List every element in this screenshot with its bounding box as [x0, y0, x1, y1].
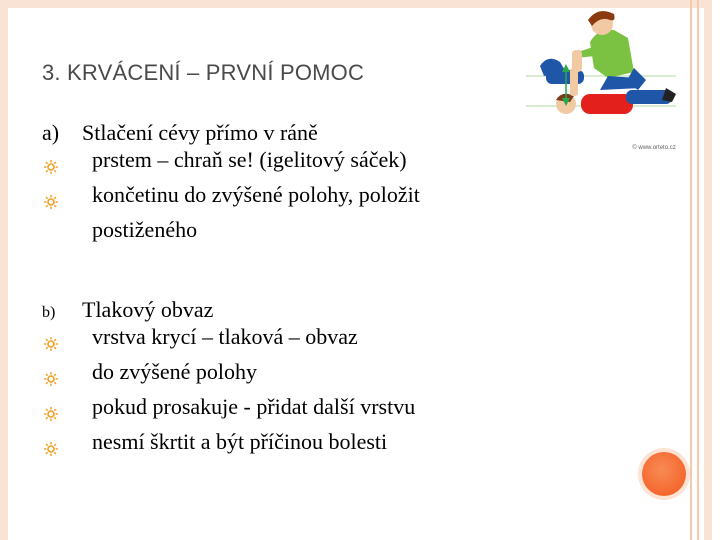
bullet-text: prstem – chraň se! (igelitový sáček) — [92, 147, 407, 172]
section-heading-text: Tlakový obvaz — [82, 297, 214, 322]
list-item-continuation — [42, 216, 420, 244]
bullet-text: nesmí škrtit a být příčinou bolesti — [92, 429, 388, 454]
bullet-text: pokud prosakuje - přidat další vrstvu — [92, 394, 416, 419]
sun-bullet-icon — [42, 146, 92, 181]
first-aid-illustration — [526, 6, 686, 156]
decorative-line — [697, 0, 699, 540]
section-heading-text: Stlačení cévy přímo v ráně — [82, 120, 318, 145]
bullet-text: končetinu do zvýšené polohy, položit — [92, 182, 420, 207]
list-item — [42, 323, 415, 358]
list-item — [42, 358, 415, 393]
section-heading — [42, 297, 415, 323]
image-caption: © www.orteto.cz — [632, 145, 676, 151]
sun-bullet-icon — [42, 393, 92, 428]
decorative-circle — [642, 452, 686, 496]
bullet-text: do zvýšené polohy — [92, 359, 257, 384]
list-item — [42, 146, 420, 181]
section-a — [42, 120, 420, 244]
section-marker: a) — [42, 120, 60, 145]
sun-bullet-icon — [42, 181, 92, 216]
sun-bullet-icon — [42, 323, 92, 358]
list-item — [42, 181, 420, 216]
section-marker: b) — [42, 304, 56, 321]
bullet-text: postiženého — [92, 217, 198, 242]
bullet-text: vrstva krycí – tlaková – obvaz — [92, 324, 358, 349]
section-b — [42, 297, 415, 463]
sun-bullet-icon — [42, 428, 92, 463]
slide-title: 3. KRVÁCENÍ – PRVNÍ POMOC — [42, 60, 365, 85]
list-item — [42, 428, 415, 463]
sun-bullet-icon — [42, 358, 92, 393]
decorative-line — [690, 0, 692, 540]
section-heading — [42, 120, 420, 146]
list-item — [42, 393, 415, 428]
